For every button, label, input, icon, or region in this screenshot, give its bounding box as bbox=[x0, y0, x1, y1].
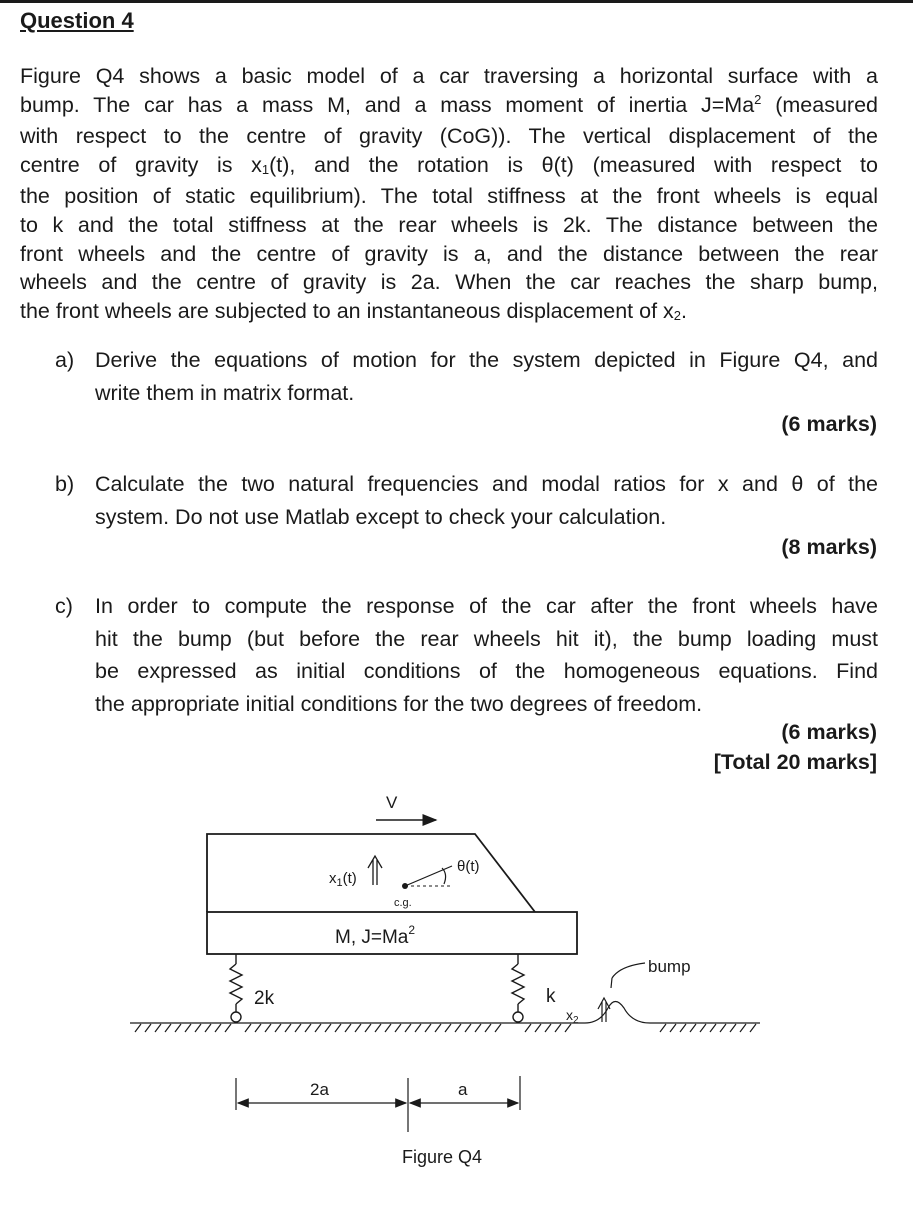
part-a bbox=[55, 344, 878, 409]
part-line: hit the bump (but before the rear wheels hit it), the bump loading must bbox=[95, 626, 878, 651]
dim-rear-label: 2a bbox=[310, 1080, 329, 1099]
part-line: write them in matrix format. bbox=[95, 380, 355, 405]
part-label: b) bbox=[55, 472, 75, 496]
part-line: Calculate the two natural frequencies and modal ratios for x and θ of the bbox=[95, 472, 878, 496]
intro-line: bump. The car has a mass M, and a mass moment of inertia $J=Ma^2$ (measured bbox=[20, 91, 878, 117]
part-line: In order to compute the response of the car after the front wheels have bbox=[95, 594, 878, 618]
cg-label: c.g. bbox=[394, 897, 412, 909]
bump-pointer bbox=[612, 963, 645, 978]
intro-line: front wheels and the centre of gravity is a, and the distance between the rear bbox=[20, 241, 878, 266]
rear-spring-label: 2k bbox=[254, 988, 275, 1009]
dim-front-label: a bbox=[458, 1080, 468, 1099]
intro-line: centre of gravity is x1(t), and the rotation is θ(t) (measured with respect to bbox=[20, 152, 878, 177]
marks-b: (8 marks) bbox=[781, 535, 877, 559]
rear-spring bbox=[230, 954, 242, 1022]
part-c bbox=[55, 590, 878, 720]
intro-line: the front wheels are subjected to an instantaneous displacement of x2. bbox=[20, 298, 687, 323]
front-spring-label: k bbox=[546, 986, 556, 1007]
top-rule bbox=[0, 0, 913, 3]
intro-line: to k and the total stiffness at the rear wheels is 2k. The distance between the bbox=[20, 212, 878, 237]
x1-label: $x_1(t)$ bbox=[329, 870, 357, 889]
intro-line: the position of static equilibrium). The total stiffness at the front wheels is equal bbox=[20, 184, 878, 209]
figure-caption: Figure Q4 bbox=[402, 1147, 483, 1167]
x1-arrow bbox=[368, 856, 382, 885]
front-spring bbox=[512, 954, 524, 1022]
car-cabin bbox=[207, 834, 535, 912]
part-b bbox=[55, 468, 878, 533]
intro-line: with respect to the centre of gravity (CoG)). The vertical displacement of the bbox=[20, 124, 878, 149]
marks-a: (6 marks) bbox=[781, 412, 877, 436]
total-marks: [Total 20 marks] bbox=[713, 750, 877, 774]
velocity-label: V bbox=[386, 793, 398, 812]
intro-paragraph bbox=[20, 62, 878, 328]
part-line: the appropriate initial conditions for the two degrees of freedom. bbox=[95, 691, 703, 716]
ground bbox=[130, 1002, 760, 1033]
intro-line: wheels and the centre of gravity is 2a. When the car reaches the sharp bump, bbox=[20, 270, 878, 295]
theta-label: θ(t) bbox=[457, 858, 480, 875]
figure-q4 bbox=[0, 780, 913, 1200]
part-label: c) bbox=[55, 594, 73, 618]
part-line: system. Do not use Matlab except to check your calculation. bbox=[95, 504, 667, 529]
body-label: M, $J=Ma^2$ bbox=[335, 923, 416, 948]
dimension-lines bbox=[236, 1076, 520, 1132]
part-line: be expressed as initial conditions of the homogeneous equations. Find bbox=[95, 659, 878, 683]
question-title: Question 4 bbox=[20, 8, 134, 33]
part-line: Derive the equations of motion for the system depicted in Figure Q4, and bbox=[95, 348, 878, 372]
intro-line: Figure Q4 shows a basic model of a car traversing a horizontal surface with a bbox=[20, 64, 878, 88]
x2-label: $x_2$ bbox=[566, 1007, 579, 1026]
part-label: a) bbox=[55, 348, 75, 372]
marks-c: (6 marks) bbox=[781, 720, 877, 744]
bump-label: bump bbox=[648, 957, 691, 976]
